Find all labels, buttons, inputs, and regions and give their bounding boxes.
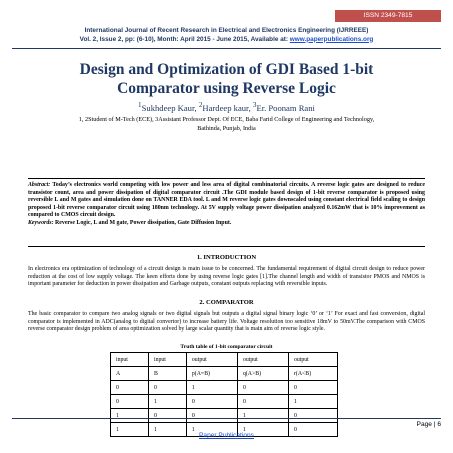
table-cell: 0 xyxy=(237,395,288,409)
author-1-sup: 1 xyxy=(138,101,142,109)
affiliation-line-1: 1, 2Student of M-Tech (ECE), 3Assistant Professor Dept. Of ECE, Baba Farid College of Engineering and Technology, xyxy=(78,116,375,123)
table-cell: 1 xyxy=(237,409,288,423)
abstract-text: Today’s electronics world competing with low power and less area of digital combinatorial circuits. A reverse logic gates are designed to reduce transistor count, area and power dissipation of digital comparator circuit .The GDI module based design of 1-bit reverse comparator is proposed using reversible L and M gates and simulation done on TANNER EDA tool. L and M reverse logic gates downscaled using constant electrical field scaling to design proposed 1-bit reverse comparator circuit using 180nm technology. At 5V supply voltage power dissipation analyzed 0.162mW that is 10% improvement as compared to CMOS circuit design. xyxy=(28,182,425,219)
journal-url-link[interactable]: www.paperpublications.org xyxy=(289,35,374,43)
keywords-paragraph xyxy=(28,220,425,228)
section-1-paragraph: In electronics era optimization of technology of a circuit design is main issue to be concerned. The fundamental requirement of digital circuit design to reduce power reduction at the cost of low supply voltage. The keen efforts done by using reverse logic gates [1].The channel length and width of transistor PMOS and NMOS is important parameter for deduction in power dissipation and Garbage outputs, constant outputs replacing with reversible inputs. xyxy=(28,266,425,288)
keywords-label: Keywords: xyxy=(28,219,54,226)
table-header-cell: input xyxy=(111,353,149,367)
table-header-cell: input xyxy=(148,353,186,367)
header-divider xyxy=(12,48,441,49)
volume-text: Vol. 2, Issue 2, pp: (6-10), Month: April 2015 - June 2015, Available at: xyxy=(79,35,290,43)
volume-line xyxy=(14,36,439,45)
table-row xyxy=(111,395,338,409)
abstract-paragraph xyxy=(28,182,425,220)
section-1-heading: 1. INTRODUCTION xyxy=(196,254,257,261)
author-list xyxy=(20,101,433,113)
table-header-cell: output xyxy=(288,353,337,367)
journal-header xyxy=(14,27,439,44)
table-cell: 1 xyxy=(111,409,149,423)
table-subheader-cell: A xyxy=(111,367,149,381)
abstract-block xyxy=(28,182,425,228)
table-cell: 0 xyxy=(288,423,337,437)
keywords-text: Reverse Logic, L and M gate, Power dissipation, Gate Diffusion Input. xyxy=(53,219,232,226)
table-cell: 0 xyxy=(237,381,288,395)
table-cell: 1 xyxy=(186,423,237,437)
table-subheader-row xyxy=(111,367,338,381)
author-2-sup: 2 xyxy=(198,101,203,109)
affiliation-line-2: Bathinda, Punjab, India xyxy=(197,124,256,132)
title-line-1: Design and Optimization of GDI Based 1-bit xyxy=(79,61,374,78)
table-header-cell: output xyxy=(237,353,288,367)
table-cell: 0 xyxy=(111,381,149,395)
truth-table xyxy=(110,352,338,437)
journal-name: International Journal of Recent Research in Electrical and Electronics Engineering (IJRREEE) xyxy=(84,27,369,34)
table-cell: 1 xyxy=(288,395,337,409)
table-cell: 0 xyxy=(148,381,186,395)
table-subheader-cell: p(A=B) xyxy=(186,367,237,381)
footer-divider xyxy=(12,418,441,419)
paper-title xyxy=(20,60,433,98)
page-number: Page | 6 xyxy=(416,421,441,428)
table-cell: 1 xyxy=(148,423,186,437)
table-row xyxy=(111,381,338,395)
author-2: Hardeep kaur, xyxy=(202,102,253,113)
publisher-link[interactable]: Paper Publications xyxy=(199,432,254,439)
table-header-row xyxy=(111,353,338,367)
abstract-bottom-rule xyxy=(28,246,425,247)
table-cell: 0 xyxy=(186,409,237,423)
table-caption: Truth table of 1-bit comparator circuit xyxy=(180,344,273,350)
affiliation xyxy=(20,116,433,133)
author-3-sup: 3 xyxy=(252,101,257,109)
section-2-paragraph: The basic comparator to compare two analog signals or two digital signals but outputs a digital signal binary logic ‘0’ or ‘1’ For exact and fast conversion, digital comparator is implemented in ADC(analog to digital convertor) to increase battery life. Voltage resolution too sensitive 18mV to 50mV.The comparison with CMOS reverse comparator design problem of area optimization solved by large scalar quantity that is main aim of reverse logic style. xyxy=(28,311,425,333)
table-cell: 1 xyxy=(111,423,149,437)
table-cell: 0 xyxy=(288,381,337,395)
abstract-top-rule xyxy=(28,178,425,179)
title-line-2: Comparator using Reverse Logic xyxy=(117,80,336,97)
table-subheader-cell: B xyxy=(148,367,186,381)
author-3: Er. Poonam Rani xyxy=(256,102,315,113)
author-1: Sukhdeep Kaur, xyxy=(141,102,199,113)
table-cell: 0 xyxy=(148,409,186,423)
table-cell: 1 xyxy=(237,423,288,437)
table-cell: 0 xyxy=(288,409,337,423)
table-header-cell: output xyxy=(186,353,237,367)
section-2-heading: 2. COMPARATOR xyxy=(199,299,254,306)
table-row xyxy=(111,409,338,423)
table-cell: 1 xyxy=(186,381,237,395)
table-subheader-cell: r(A<B) xyxy=(288,367,337,381)
table-cell: 0 xyxy=(111,395,149,409)
table-cell: 0 xyxy=(186,395,237,409)
table-subheader-cell: q(A>B) xyxy=(237,367,288,381)
table-cell: 1 xyxy=(148,395,186,409)
abstract-label: Abstract: xyxy=(28,182,51,188)
issn-badge: ISSN 2349-7815 xyxy=(335,10,441,22)
